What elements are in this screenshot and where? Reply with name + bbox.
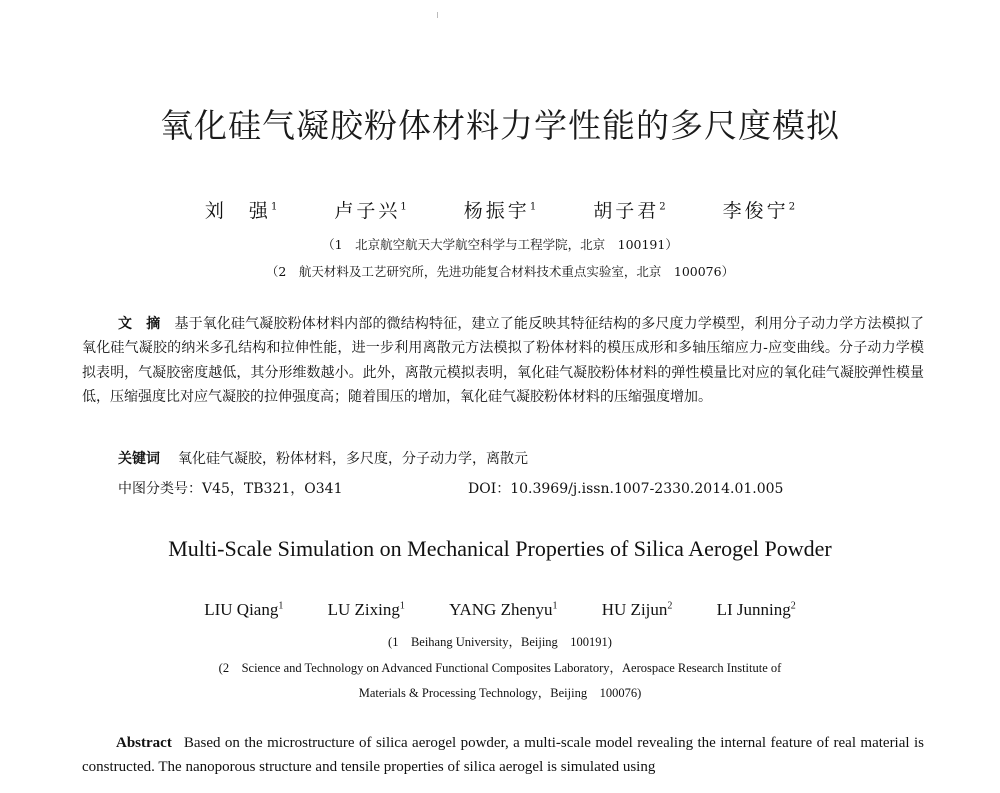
chinese-abstract-text: 基于氧化硅气凝胶粉体材料内部的微结构特征，建立了能反映其特征结构的多尺度力学模型，利用分子动力学方法模拟了氧化硅气凝胶的纳米多孔结构和拉伸性能，进一步利用离散元方法模拟了粉体材料的模压成形和多轴压缩应力-应变曲线。分子动力学模拟表明，气凝胶密度越低，其分形维数越小。此外，离散元模拟表明，氧化硅气凝胶粉体材料的弹性模量比对应的氧化硅气凝胶弹性模量低，压缩强度比对应气凝胶的拉伸强度高；随着围压的增加，氧化硅气凝胶粉体材料的压缩强度增加。	[82, 316, 924, 405]
chinese-affiliation-1: （1 北京航空航天大学航空科学与工程学院，北京 100191）	[322, 237, 678, 252]
author	[328, 600, 405, 619]
author-name: LIU Qiang	[204, 600, 279, 619]
author-affiliation-mark: 2	[788, 201, 796, 213]
author-name: HU Zijun	[601, 600, 668, 619]
author-name: 胡子君	[593, 200, 660, 222]
scan-speck	[437, 12, 438, 18]
chinese-affiliation-2: （2 航天材料及工艺研究所，先进功能复合材料技术重点实验室，北京 100076）	[265, 264, 735, 279]
author-affiliation-mark: 1	[552, 600, 558, 612]
author-name: LI Junning	[716, 600, 791, 619]
author-affiliation-mark: 1	[400, 201, 407, 213]
english-title: Multi-Scale Simulation on Mechanical Properties of Silica Aerogel Powder	[168, 536, 832, 561]
author	[593, 200, 665, 222]
doi: DOI：10.3969/j.issn.1007-2330.2014.01.005	[468, 481, 784, 497]
author-affiliation-mark: 1	[270, 201, 278, 213]
english-affiliation-2: (2 Science and Technology on Advanced Functional Composites Laboratory，Aerospace Research Institute of	[218, 661, 782, 675]
english-abstract-text: Based on the microstructure of silica aerogel powder, a multi-scale model revealing the internal feature of real material is constructed. The nanoporous structure and tensile properties of silica aerogel is simulated using	[82, 735, 924, 775]
author-affiliation-mark: 1	[529, 201, 537, 213]
author-name: YANG Zhenyu	[449, 600, 553, 619]
english-abstract	[82, 731, 924, 779]
chinese-authors	[0, 196, 1000, 223]
keywords	[118, 448, 528, 468]
author	[205, 200, 277, 222]
english-authors	[0, 600, 1000, 620]
author-name: 刘 强	[204, 200, 271, 222]
author	[723, 200, 795, 222]
classification-number: 中图分类号：V45，TB321，O341	[118, 481, 343, 497]
author	[334, 200, 406, 222]
author-name: 卢子兴	[334, 200, 401, 222]
english-affiliation-1: (1 Beihang University，Beijing 100191)	[388, 635, 612, 649]
keywords-text: 氧化硅气凝胶，粉体材料，多尺度，分子动力学，离散元	[178, 451, 528, 467]
author	[464, 200, 536, 222]
author	[204, 600, 283, 619]
author-name: LU Zixing	[327, 600, 400, 619]
author	[717, 600, 796, 619]
author-affiliation-mark: 2	[790, 600, 796, 612]
author-affiliation-mark: 2	[667, 600, 673, 612]
author-affiliation-mark: 1	[278, 600, 284, 612]
author	[449, 600, 557, 619]
author-name: 杨振宇	[463, 200, 530, 222]
english-affiliation-2-cont: Materials & Processing Technology，Beijing 100076)	[358, 686, 642, 700]
author-affiliation-mark: 1	[399, 600, 405, 612]
chinese-abstract	[82, 312, 924, 409]
author	[602, 600, 673, 619]
english-abstract-label: Abstract	[116, 735, 172, 751]
keywords-label: 关键词	[118, 451, 160, 467]
author-affiliation-mark: 2	[659, 201, 666, 213]
author-name: 李俊宁	[722, 200, 789, 222]
chinese-title: 氧化硅气凝胶粉体材料力学性能的多尺度模拟	[160, 106, 840, 145]
chinese-abstract-label: 文 摘	[118, 316, 161, 332]
